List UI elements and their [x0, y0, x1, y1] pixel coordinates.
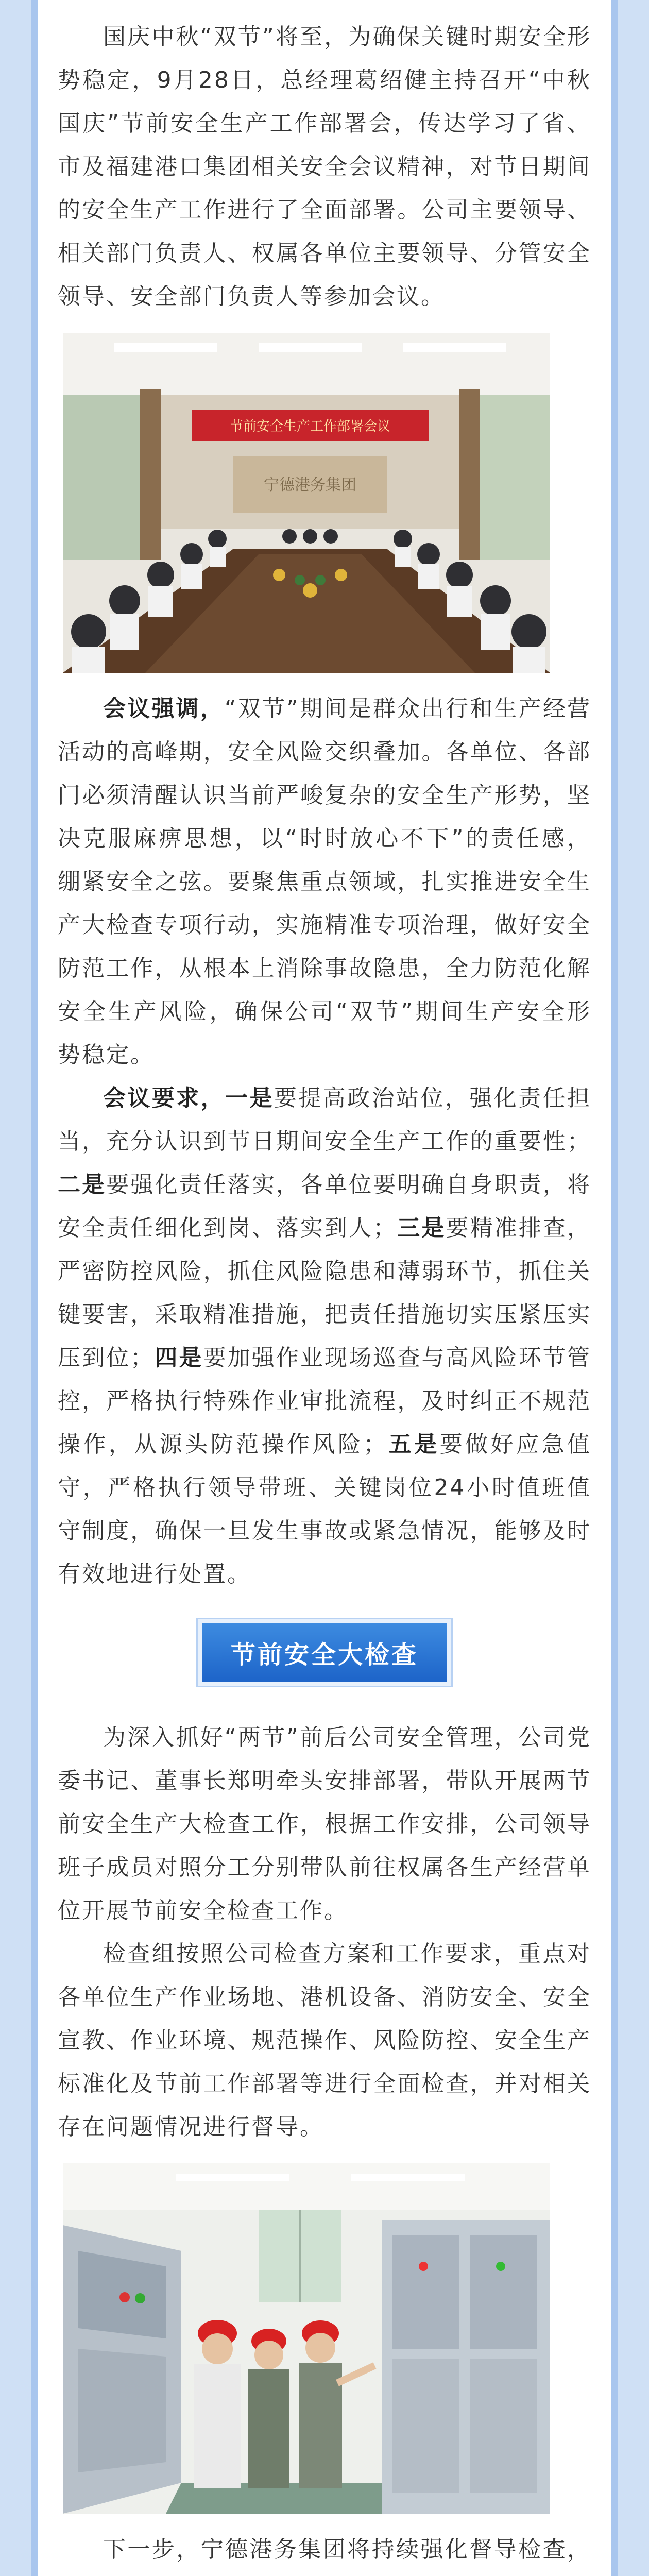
requirement-label-5: 五是 — [387, 1431, 440, 1458]
requirement-text-1: 要提高政治站位，强化责任担当，充分认识到节日期间安全生产工作的重要性； — [58, 1085, 592, 1155]
requirement-text-3: 要精准排查，严密防控风险，抓住风险隐患和薄弱环节，抓住关键要害，采取精准措施，把责任措施切实压紧压实压到位； — [58, 1215, 592, 1371]
article-body — [58, 15, 591, 2576]
emphasis-lead: 会议强调， — [103, 696, 225, 722]
emphasis-paragraph — [58, 687, 591, 1077]
closing-paragraph — [58, 2528, 591, 2576]
emphasis-text: “双节”期间是群众出行和生产经营活动的高峰期，安全风险交织叠加。各单位、各部门必须清醒认识当前严峻复杂的安全生产形势，坚决克服麻痹思想，以“时时放心不下”的责任感，绷紧安全之弦。要聚焦重点领域，扎实推进安全生产大检查专项行动，实施精准专项治理，做好安全防范工作，从根本上消除事故隐患，全力防范化解安全生产风险，确保公司“双节”期间生产安全形势稳定。 — [58, 696, 592, 1068]
inspection-paragraph-2 — [58, 1933, 591, 2149]
meeting-photo — [63, 333, 550, 673]
section-badge-wrapper — [58, 1618, 591, 1687]
section-badge — [196, 1618, 453, 1687]
section-badge-label: 节前安全大检查 — [202, 1623, 447, 1682]
requirement-text-5: 要做好应急值守，严格执行领导带班、关键岗位24小时值班值守制度，确保一旦发生事故或紧急情况，能够及时有效地进行处置。 — [58, 1431, 592, 1587]
requirements-paragraph — [58, 1077, 591, 1596]
requirement-label-2: 二是 — [58, 1172, 107, 1198]
inspection-photo — [63, 2163, 550, 2514]
requirements-lead: 会议要求， — [103, 1085, 226, 1111]
meeting-wall-text: 宁德港务集团 — [264, 476, 356, 494]
requirement-label-3: 三是 — [397, 1215, 446, 1241]
intro-paragraph — [58, 15, 591, 318]
inspection-paragraph-1 — [58, 1716, 591, 1933]
closing-text: 下一步，宁德港务集团将持续强化督导检查， — [103, 2536, 591, 2563]
requirement-label-1: 一是 — [225, 1085, 274, 1111]
meeting-banner-text: 节前安全生产工作部署会议 — [229, 419, 391, 434]
requirement-text-4: 要加强作业现场巡查与高风险环节管控，严格执行特殊作业审批流程，及时纠正不规范操作，从源头防范操作风险； — [58, 1345, 592, 1458]
requirement-text-2: 要强化责任落实，各单位要明确自身职责，将安全责任细化到岗、落实到人； — [58, 1172, 592, 1241]
intro-text: 国庆中秋“双节”将至，为确保关键时期安全形势稳定，9月28日，总经理葛绍健主持召开“中秋国庆”节前安全生产工作部署会，传达学习了省、市及福建港口集团相关安全会议精神，对节日期间的安全生产工作进行了全面部署。公司主要领导、相关部门负责人、权属各单位主要领导、分管安全领导、安全部门负责人等参加会议。 — [58, 24, 591, 310]
inspection-text-1: 为深入抓好“两节”前后公司安全管理，公司党委书记、董事长郑明牵头安排部署，带队开展两节前安全生产大检查工作，根据工作安排，公司领导班子成员对照分工分别带队前往权属各生产经营单位开展节前安全检查工作。 — [58, 1724, 591, 1924]
inspection-text-2: 检查组按照公司检查方案和工作要求，重点对各单位生产作业场地、港机设备、消防安全、安全宣教、作业环境、规范操作、风险防控、安全生产标准化及节前工作部署等进行全面检查，并对相关存在问题情况进行督导。 — [58, 1941, 591, 2140]
requirement-label-4: 四是 — [155, 1345, 203, 1371]
